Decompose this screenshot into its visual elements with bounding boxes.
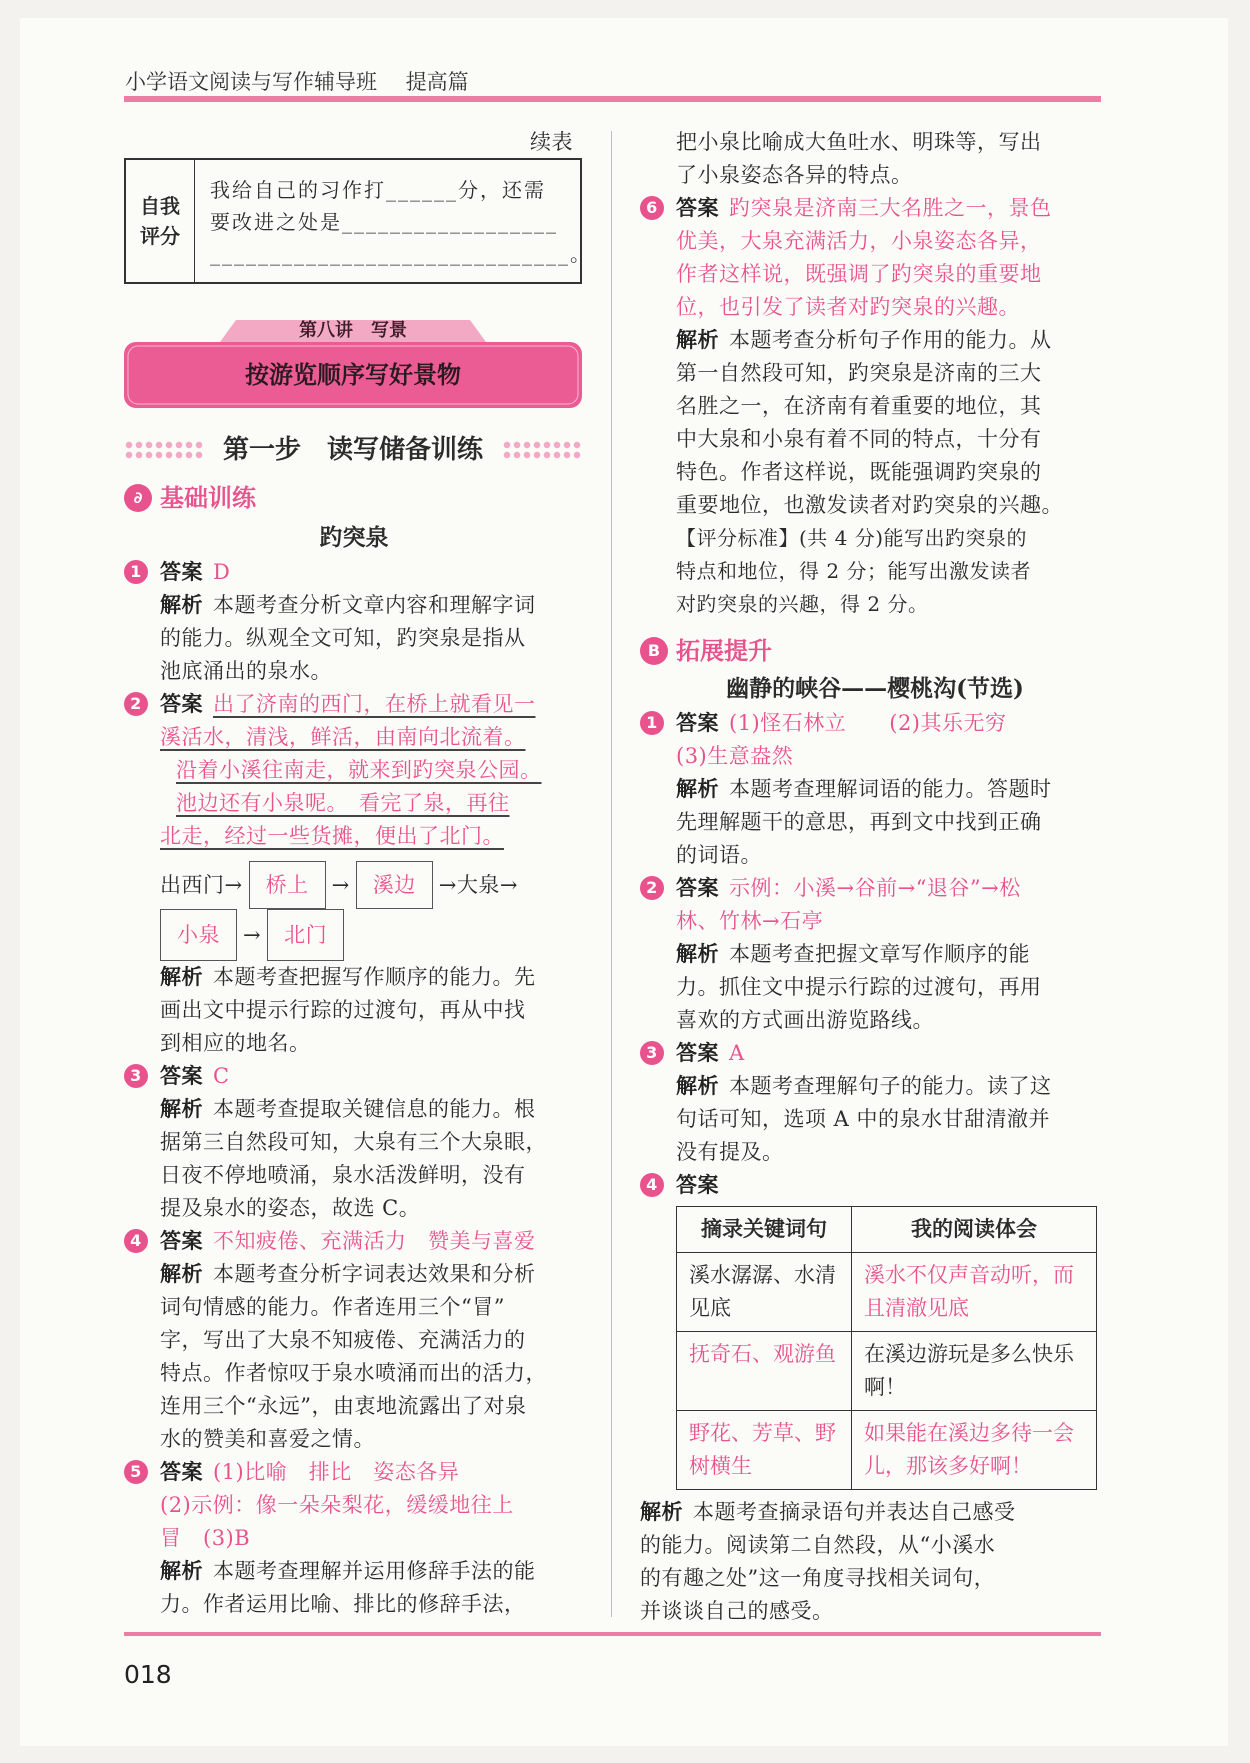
analysis-text: 日夜不停地喷涌，泉水活泼鲜明，没有 bbox=[160, 1163, 526, 1187]
answer-text: 沿着小溪往南走，就来到趵突泉公园。 bbox=[176, 758, 542, 782]
answer-text: (1)怪石林立 (2)其乐无穷 bbox=[729, 711, 1007, 735]
analysis-text: 字，写出了大泉不知疲倦、充满活力的 bbox=[160, 1328, 526, 1352]
route-arrow: → bbox=[331, 873, 350, 897]
answer-label: 答案 bbox=[160, 560, 203, 584]
table-cell: 野花、芳草、野树横生 bbox=[677, 1411, 852, 1490]
analysis-label: 解析 bbox=[160, 1559, 203, 1583]
answer-text: A bbox=[729, 1041, 745, 1065]
book-title: 小学语文阅读与写作辅导班 bbox=[125, 70, 377, 94]
analysis-text: 画出文中提示行踪的过渡句，再从中找 bbox=[160, 998, 526, 1022]
item-number: 2 bbox=[640, 876, 664, 900]
analysis-text: 据第三自然段可知，大泉有三个大泉眼， bbox=[160, 1130, 547, 1154]
answer-text: C bbox=[213, 1064, 230, 1088]
analysis-text: 本题考查摘录语句并表达自己感受 bbox=[693, 1500, 1016, 1524]
analysis-label: 解析 bbox=[640, 1500, 683, 1524]
self-eval-label-2: 评分 bbox=[140, 224, 180, 248]
analysis-label: 解析 bbox=[676, 1074, 719, 1098]
table-header: 我的阅读体会 bbox=[852, 1207, 1097, 1253]
analysis-text: 连用三个“永远”，由衷地流露出了对泉 bbox=[160, 1394, 527, 1418]
answer-text: 位，也引发了读者对趵突泉的兴趣。 bbox=[676, 295, 1020, 319]
analysis-text: 特点。作者惊叹于泉水喷涌而出的活力， bbox=[160, 1361, 547, 1385]
analysis-label: 解析 bbox=[160, 1262, 203, 1286]
right-column bbox=[640, 126, 1110, 1628]
answer-text: (1)比喻 排比 姿态各异 bbox=[213, 1460, 460, 1484]
answer-label: 答案 bbox=[160, 1064, 203, 1088]
column-divider bbox=[611, 131, 612, 1617]
answer-text: 林、竹林→石亭 bbox=[676, 909, 824, 933]
item-number: 3 bbox=[124, 1064, 148, 1088]
analysis-label: 解析 bbox=[160, 593, 203, 617]
analysis-text: 本题考查把握写作顺序的能力。先 bbox=[213, 965, 536, 989]
analysis-text: 的能力。纵观全文可知，趵突泉是指从 bbox=[160, 626, 526, 650]
step-title: 第一步 读写储备训练 bbox=[222, 435, 483, 465]
self-evaluation-table bbox=[124, 158, 592, 284]
route-start: 出西门 bbox=[160, 873, 225, 897]
answer-label: 答案 bbox=[676, 876, 719, 900]
analysis-text: 了小泉姿态各异的特点。 bbox=[676, 163, 913, 187]
analysis-text: 把小泉比喻成大鱼吐水、明珠等，写出 bbox=[676, 130, 1042, 154]
analysis-text: 本题考查把握文章写作顺序的能 bbox=[729, 942, 1030, 966]
analysis-text: 没有提及。 bbox=[676, 1140, 784, 1164]
analysis-text: 到相应的地名。 bbox=[160, 1031, 311, 1055]
analysis-text: 句话可知，选项 A 中的泉水甘甜清澈并 bbox=[676, 1107, 1051, 1131]
route-stop: 大泉 bbox=[456, 873, 500, 897]
answer-text: 优美，大泉充满活力，小泉姿态各异， bbox=[676, 229, 1042, 253]
table-row bbox=[677, 1253, 1097, 1332]
route-arrow: → bbox=[224, 873, 243, 897]
analysis-text: 本题考查理解词语的能力。答题时 bbox=[729, 777, 1052, 801]
answer-text: 示例：小溪→谷前→“退谷”→松 bbox=[729, 876, 1021, 900]
analysis-text: 本题考查分析字词表达效果和分析 bbox=[213, 1262, 536, 1286]
route-box: 北门 bbox=[267, 909, 344, 961]
section-extension-label: 拓展提升 bbox=[676, 637, 772, 665]
route-arrow: → bbox=[499, 873, 518, 897]
table-row bbox=[677, 1332, 1097, 1411]
analysis-text: 本题考查提取关键信息的能力。根 bbox=[213, 1097, 536, 1121]
answer-label: 答案 bbox=[160, 1460, 203, 1484]
answer-label: 答案 bbox=[676, 1173, 719, 1197]
score-criteria: 特点和地位，得 2 分；能写出激发读者 bbox=[676, 559, 1031, 583]
answer-table bbox=[676, 1206, 1097, 1490]
page-number: 018 bbox=[124, 1660, 172, 1689]
analysis-text: 本题考查理解并运用修辞手法的能 bbox=[213, 1559, 536, 1583]
answer-label: 答案 bbox=[160, 692, 203, 716]
analysis-label: 解析 bbox=[676, 777, 719, 801]
table-header-row bbox=[677, 1207, 1097, 1253]
answer-text: 溪活水，清浅，鲜活，由南向北流着。 bbox=[160, 725, 526, 749]
analysis-text: 水的赞美和喜爱之情。 bbox=[160, 1427, 375, 1451]
step-heading bbox=[124, 430, 582, 470]
item-number: 1 bbox=[124, 560, 148, 584]
analysis-text: 重要地位，也激发读者对趵突泉的兴趣。 bbox=[676, 493, 1063, 517]
passage-title: 趵突泉 bbox=[319, 524, 389, 551]
route-box: 溪边 bbox=[356, 861, 433, 909]
section-basic-label: 基础训练 bbox=[160, 484, 256, 512]
analysis-text: 力。抓住文中提示行踪的过渡句，再用 bbox=[676, 975, 1042, 999]
answer-text: 不知疲倦、充满活力 赞美与喜爱 bbox=[213, 1229, 536, 1253]
route-diagram-row2 bbox=[124, 909, 584, 961]
self-eval-line: ______________________________。 bbox=[210, 242, 592, 266]
route-arrow: → bbox=[243, 923, 262, 947]
analysis-text: 本题考查理解句子的能力。读了这 bbox=[729, 1074, 1052, 1098]
item-number: 2 bbox=[124, 692, 148, 716]
analysis-text: 的词语。 bbox=[676, 843, 762, 867]
answer-text: (3)生意盎然 bbox=[676, 744, 794, 768]
section-basic-heading bbox=[124, 478, 584, 518]
answer-text: 作者这样说，既强调了趵突泉的重要地 bbox=[676, 262, 1042, 286]
section-extension-heading bbox=[640, 631, 1110, 671]
answer-label: 答案 bbox=[160, 1229, 203, 1253]
table-cell: 溪水潺潺、水清见底 bbox=[677, 1253, 852, 1332]
item-number: 6 bbox=[640, 196, 664, 220]
left-column bbox=[124, 478, 584, 1621]
analysis-text: 喜欢的方式画出游览路线。 bbox=[676, 1008, 934, 1032]
book-level: 提高篇 bbox=[405, 70, 469, 94]
analysis-text: 本题考查分析句子作用的能力。从 bbox=[729, 328, 1052, 352]
analysis-text: 力。作者运用比喻、排比的修辞手法， bbox=[160, 1592, 526, 1616]
analysis-text: 中大泉和小泉有着不同的特点，十分有 bbox=[676, 427, 1042, 451]
route-box: 桥上 bbox=[249, 861, 326, 909]
running-header bbox=[125, 66, 491, 96]
self-eval-label bbox=[126, 160, 195, 282]
answer-text: D bbox=[213, 560, 231, 584]
table-cell: 溪水不仅声音动听，而且清澈见底 bbox=[852, 1253, 1097, 1332]
analysis-label: 解析 bbox=[676, 328, 719, 352]
table-header: 摘录关键词句 bbox=[677, 1207, 852, 1253]
answer-text: 冒 (3)B bbox=[160, 1526, 251, 1550]
section-badge-icon: ∂ bbox=[124, 484, 152, 512]
item-number: 3 bbox=[640, 1041, 664, 1065]
table-row bbox=[677, 1411, 1097, 1490]
answer-label: 答案 bbox=[676, 711, 719, 735]
analysis-text: 提及泉水的姿态，故选 C。 bbox=[160, 1196, 421, 1220]
table-cell: 抚奇石、观游鱼 bbox=[677, 1332, 852, 1411]
footer-rule bbox=[124, 1632, 1101, 1636]
item-number: 4 bbox=[124, 1229, 148, 1253]
item-number: 1 bbox=[640, 711, 664, 735]
analysis-text: 的能力。阅读第二自然段，从“小溪水 bbox=[640, 1533, 996, 1557]
answer-text: (2)示例：像一朵朵梨花，缓缓地往上 bbox=[160, 1493, 514, 1517]
answer-text: 池边还有小泉呢。 看完了泉，再往 bbox=[176, 791, 510, 815]
section-badge-icon: B bbox=[640, 637, 668, 665]
analysis-text: 先理解题干的意思，再到文中找到正确 bbox=[676, 810, 1042, 834]
self-eval-line: 我给自己的习作打______分，还需 bbox=[210, 178, 546, 202]
lecture-title: 按游览顺序写好景物 bbox=[245, 361, 461, 389]
item-number: 4 bbox=[640, 1173, 664, 1197]
analysis-text: 词句情感的能力。作者连用三个“冒” bbox=[160, 1295, 505, 1319]
analysis-text: 第一自然段可知，趵突泉是济南的三大 bbox=[676, 361, 1042, 385]
answer-text: 北走，经过一些货摊，便出了北门。 bbox=[160, 824, 504, 848]
self-eval-text bbox=[210, 174, 592, 270]
analysis-label: 解析 bbox=[676, 942, 719, 966]
score-criteria: 【评分标准】(共 4 分)能写出趵突泉的 bbox=[676, 526, 1028, 550]
header-rule bbox=[124, 96, 1101, 102]
answer-text: 趵突泉是济南三大名胜之一，景色 bbox=[729, 196, 1052, 220]
analysis-label: 解析 bbox=[160, 965, 203, 989]
route-arrow: → bbox=[438, 873, 457, 897]
continued-label: 续表 bbox=[530, 130, 573, 154]
table-cell: 如果能在溪边多待一会儿，那该多好啊！ bbox=[852, 1411, 1097, 1490]
passage-title: 幽静的峡谷——樱桃沟(节选) bbox=[726, 675, 1024, 702]
item-number: 5 bbox=[124, 1460, 148, 1484]
analysis-text: 本题考查分析文章内容和理解字词 bbox=[213, 593, 536, 617]
analysis-text: 名胜之一，在济南有着重要的地位，其 bbox=[676, 394, 1042, 418]
table-cell: 在溪边游玩是多么快乐啊！ bbox=[852, 1332, 1097, 1411]
analysis-text: 池底涌出的泉水。 bbox=[160, 659, 332, 683]
route-diagram bbox=[124, 861, 584, 909]
self-eval-line: 要改进之处是__________________ bbox=[210, 210, 558, 234]
lecture-banner bbox=[124, 320, 582, 410]
lecture-tab: 第八讲 写景 bbox=[299, 320, 407, 341]
answer-text: 出了济南的西门，在桥上就看见一 bbox=[213, 692, 536, 716]
analysis-text: 特色。作者这样说，既能强调趵突泉的 bbox=[676, 460, 1042, 484]
analysis-label: 解析 bbox=[160, 1097, 203, 1121]
self-eval-label-1: 自我 bbox=[140, 194, 180, 218]
score-criteria: 对趵突泉的兴趣，得 2 分。 bbox=[676, 592, 929, 616]
answer-label: 答案 bbox=[676, 1041, 719, 1065]
answer-label: 答案 bbox=[676, 196, 719, 220]
analysis-text: 的有趣之处”这一角度寻找相关词句， bbox=[640, 1566, 996, 1590]
analysis-text: 并谈谈自己的感受。 bbox=[640, 1599, 834, 1623]
route-box: 小泉 bbox=[160, 909, 237, 961]
